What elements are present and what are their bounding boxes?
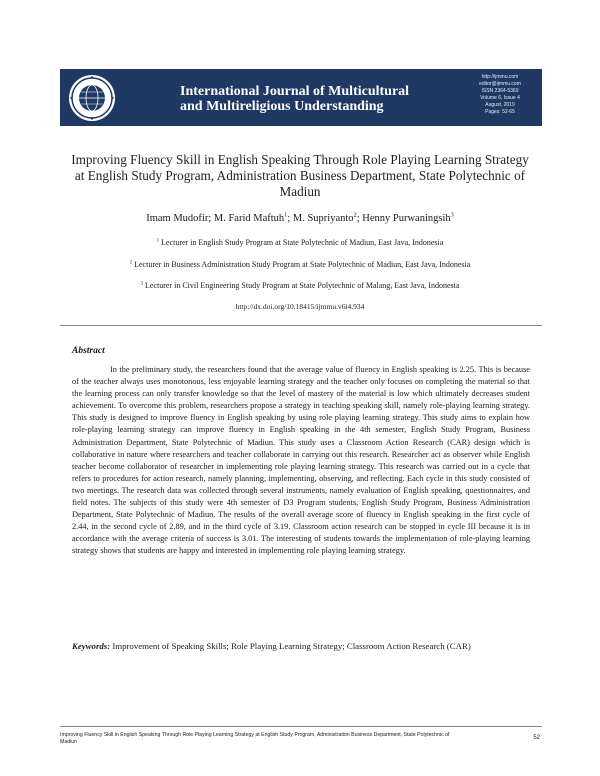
- keywords-label: Keywords:: [72, 641, 111, 651]
- globe-emblem-icon: [67, 73, 117, 123]
- author-4: ; Henny Purwaningsih: [356, 213, 451, 224]
- affiliation-1-text: Lecturer in English Study Program at State Polytechnic of Madiun, East Java, Indonesia: [161, 238, 444, 247]
- affiliation-2: [60, 260, 540, 270]
- affiliation-2-text: Lecturer in Business Administration Study Program at State Polytechnic of Madiun, East Java, Indonesia: [134, 260, 471, 269]
- doi-link[interactable]: http://dx.doi.org/10.18415/ijmmu.v6i4.934: [235, 302, 365, 311]
- journal-pages: Pages: 52-65: [485, 109, 515, 115]
- keywords-text: Improvement of Speaking Skills; Role Playing Learning Strategy; Classroom Action Research (CAR): [112, 641, 471, 651]
- journal-date: August, 2019: [485, 102, 515, 108]
- author-list: [60, 212, 540, 225]
- journal-issn: ISSN 2364-5369: [481, 88, 519, 94]
- author-3: ; M. Supriyanto: [287, 213, 354, 224]
- author-1: Imam Mudofir;: [146, 213, 212, 224]
- affiliation-3: [60, 281, 540, 291]
- journal-volume: Volume 6, Issue 4: [480, 95, 520, 101]
- affiliation-3-marker: 3: [140, 281, 144, 287]
- author-2-marker: 1: [284, 211, 288, 219]
- abstract-body: In the preliminary study, the researchers found that the average value of fluency in English speaking is 2.25. This is because of the teacher always uses monotonous, less enjoyable learning strategy and the teacher only focuses on completing the material so that the learning process can only transfer knowledge so that the level of mastery of the material is low which ultimately decreases student achievement. To overcome this problem, researchers propose a strategy in teaching speaking skill, namely role-playing learning strategy. This study is designed to improve fluency in English speaking by using role playing learning strategy. This study aims to explain how role-playing learning strategy can improve fluency in English speaking in the 4th semester, English Study Program, Business Administration Department, State Polytechnic of Madiun. This study uses a Classroom Action Research (CAR) design which is collaborative in nature where researchers and teacher collaborate in carrying out this research. Researcher act as observer while English teacher become collaborator of researcher in implementing role playing learning strategy. This research was carried out in a cycle that refers to procedures for action research, namely planning, implementing, observing, and reflecting. Each cycle in this study consisted of two meetings. The research data was collected through several instruments, namely evaluation of English speaking, questionnaires, and field notes. The subjects of this study were 4th semester of D3 Program students, English Study Program, Business Administration Department, State Polytechnic of Madiun. The results of the overall average score of fluency in English speaking in the first cycle of 2.44, in the second cycle of 2.89, and in the third cycle of 3.19. Classroom action research can be stopped in cycle III because it is in accordance with the average criteria of success is 3.01. The interesting of students towards the implementation of role-playing learning strategy shows that students are happy and interested in implementing role playing learning strategy.: [72, 365, 530, 556]
- footer-running-title: Improving Fluency Skill in English Speaking Through Role Playing Learning Strategy at English Study Program, Administration Business Department, State Polytechnic of Madiun: [60, 732, 450, 745]
- abstract-heading: Abstract: [72, 346, 105, 356]
- affiliation-1-marker: 1: [156, 238, 160, 244]
- author-2: M. Farid Maftuh: [213, 213, 285, 224]
- footer-divider: [60, 726, 542, 727]
- journal-title: International Journal of Multicultural and Multireligious Understanding: [180, 84, 410, 114]
- journal-banner: [60, 69, 542, 126]
- journal-website[interactable]: http://ijmmu.com: [481, 74, 519, 80]
- page-number: 52: [533, 735, 540, 741]
- top-divider: [60, 325, 542, 326]
- author-3-marker: 2: [353, 211, 357, 219]
- affiliation-2-marker: 2: [129, 260, 133, 266]
- affiliation-1: [60, 238, 540, 248]
- journal-email[interactable]: editor@ijmmu.com: [479, 81, 521, 87]
- paper-title: Improving Fluency Skill in English Speaking Through Role Playing Learning Strategy at English Study Program, Administration Business Department, State Polytechnic of Madiun: [71, 152, 529, 199]
- keywords: [72, 641, 530, 653]
- journal-meta: [458, 74, 542, 116]
- author-4-marker: 3: [450, 211, 454, 219]
- affiliation-3-text: Lecturer in Civil Engineering Study Program at State Polytechnic of Malang, East Java, Indonesia: [145, 281, 460, 290]
